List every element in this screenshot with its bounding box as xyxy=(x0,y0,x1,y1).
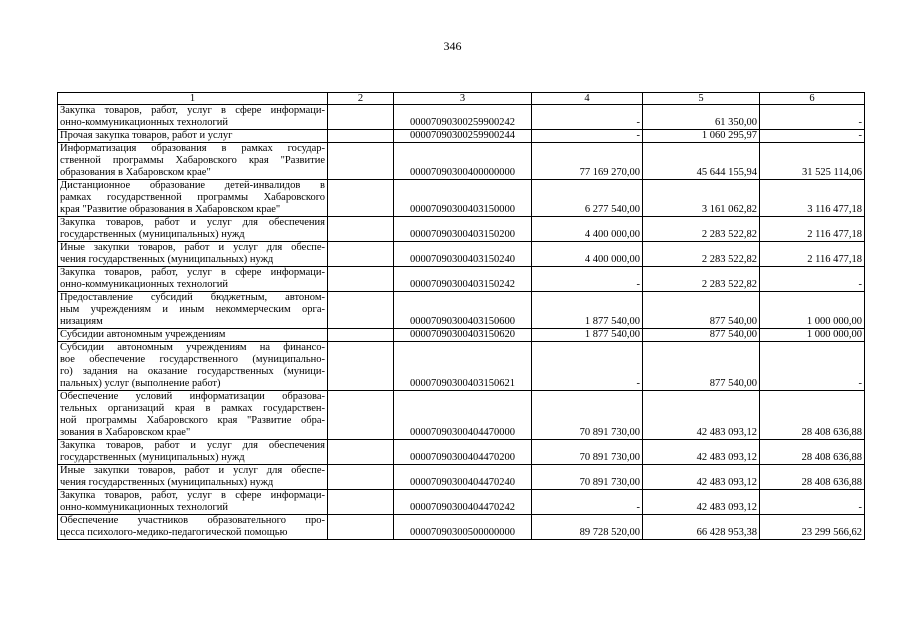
row-budget-code: 00007090300403150620 xyxy=(394,329,532,342)
row-column-2 xyxy=(328,342,394,391)
row-description xyxy=(58,180,328,217)
row-amount-col4: - xyxy=(532,105,643,130)
row-amount-col6: 2 116 477,18 xyxy=(760,242,865,267)
row-amount-col5: 2 283 522,82 xyxy=(643,267,760,292)
row-description xyxy=(58,105,328,130)
row-amount-col4: 4 400 000,00 xyxy=(532,217,643,242)
row-budget-code: 00007090300403150242 xyxy=(394,267,532,292)
row-description xyxy=(58,217,328,242)
description-line: онно-коммуникационных технологий xyxy=(60,502,229,513)
row-column-2 xyxy=(328,267,394,292)
table-row xyxy=(58,242,865,267)
description-line: Иные закупки товаров, работ и услуг для обеспе- xyxy=(60,242,325,253)
row-amount-col5: 2 283 522,82 xyxy=(643,217,760,242)
row-amount-col4: 70 891 730,00 xyxy=(532,440,643,465)
description-line: Закупка товаров, работ, услуг в сфере информаци- xyxy=(60,490,325,501)
row-amount-col5: 66 428 953,38 xyxy=(643,515,760,540)
row-amount-col6: - xyxy=(760,267,865,292)
row-amount-col6: 2 116 477,18 xyxy=(760,217,865,242)
row-amount-col6: 1 000 000,00 xyxy=(760,292,865,329)
row-column-2 xyxy=(328,391,394,440)
row-amount-col6: 1 000 000,00 xyxy=(760,329,865,342)
row-column-2 xyxy=(328,292,394,329)
description-line: Закупка товаров, работ, услуг в сфере информаци- xyxy=(60,105,325,116)
row-amount-col6: - xyxy=(760,342,865,391)
table-row xyxy=(58,130,865,143)
row-description xyxy=(58,242,328,267)
row-amount-col5: 42 483 093,12 xyxy=(643,391,760,440)
row-amount-col6: 31 525 114,06 xyxy=(760,143,865,180)
description-line: онно-коммуникационных технологий xyxy=(60,279,229,290)
description-line: Прочая закупка товаров, работ и услуг xyxy=(60,130,233,141)
row-description xyxy=(58,329,328,342)
description-line: Субсидии автономным учреждениям на финансо- xyxy=(60,342,325,353)
row-amount-col4: 77 169 270,00 xyxy=(532,143,643,180)
row-amount-col5: 45 644 155,94 xyxy=(643,143,760,180)
table-row xyxy=(58,292,865,329)
description-line: ственной программы Хабаровского края "Развитие xyxy=(60,155,325,166)
row-amount-col5: 1 060 295,97 xyxy=(643,130,760,143)
table-row xyxy=(58,342,865,391)
column-header-3: 3 xyxy=(394,93,532,105)
row-column-2 xyxy=(328,105,394,130)
table-body xyxy=(58,93,865,540)
row-amount-col5: 877 540,00 xyxy=(643,292,760,329)
table-row xyxy=(58,267,865,292)
description-line: чения государственных (муниципальных) нужд xyxy=(60,254,274,265)
description-line: го) задания на оказание государственных (муници- xyxy=(60,366,325,377)
column-header-6: 6 xyxy=(760,93,865,105)
row-amount-col4: - xyxy=(532,342,643,391)
row-budget-code: 00007090300403150600 xyxy=(394,292,532,329)
row-amount-col4: - xyxy=(532,267,643,292)
row-budget-code: 00007090300403150000 xyxy=(394,180,532,217)
row-amount-col5: 61 350,00 xyxy=(643,105,760,130)
column-header-4: 4 xyxy=(532,93,643,105)
row-budget-code: 00007090300400000000 xyxy=(394,143,532,180)
row-description xyxy=(58,130,328,143)
description-line: чения государственных (муниципальных) нужд xyxy=(60,477,274,488)
row-description xyxy=(58,391,328,440)
description-line: Обеспечение участников образовательного про- xyxy=(60,515,325,526)
row-amount-col4: 70 891 730,00 xyxy=(532,391,643,440)
table-row xyxy=(58,391,865,440)
row-description xyxy=(58,515,328,540)
page-number: 346 xyxy=(443,39,462,53)
row-amount-col4: 1 877 540,00 xyxy=(532,329,643,342)
row-column-2 xyxy=(328,217,394,242)
row-column-2 xyxy=(328,242,394,267)
row-amount-col4: 6 277 540,00 xyxy=(532,180,643,217)
row-amount-col6: 28 408 636,88 xyxy=(760,391,865,440)
row-budget-code: 00007090300403150240 xyxy=(394,242,532,267)
row-column-2 xyxy=(328,329,394,342)
row-budget-code: 00007090300403150200 xyxy=(394,217,532,242)
description-line: Закупка товаров, работ, услуг в сфере информаци- xyxy=(60,267,325,278)
column-header-1: 1 xyxy=(58,93,328,105)
row-amount-col6: 3 116 477,18 xyxy=(760,180,865,217)
row-description xyxy=(58,143,328,180)
table-row xyxy=(58,105,865,130)
row-description xyxy=(58,267,328,292)
description-line: пальных) услуг (выполнение работ) xyxy=(60,378,221,389)
description-line: Обеспечение условий информатизации образова- xyxy=(60,391,325,402)
description-line: Дистанционное образование детей-инвалидов в xyxy=(60,180,325,191)
row-amount-col4: - xyxy=(532,130,643,143)
row-budget-code: 00007090300404470000 xyxy=(394,391,532,440)
row-amount-col6: - xyxy=(760,130,865,143)
description-line: государственных (муниципальных) нужд xyxy=(60,229,245,240)
row-amount-col5: 877 540,00 xyxy=(643,342,760,391)
row-budget-code: 00007090300404470240 xyxy=(394,465,532,490)
row-budget-code: 00007090300403150621 xyxy=(394,342,532,391)
row-budget-code: 00007090300404470200 xyxy=(394,440,532,465)
row-amount-col4: 4 400 000,00 xyxy=(532,242,643,267)
row-column-2 xyxy=(328,440,394,465)
row-amount-col4: 70 891 730,00 xyxy=(532,465,643,490)
row-budget-code: 00007090300259900242 xyxy=(394,105,532,130)
table-row xyxy=(58,329,865,342)
row-amount-col6: 28 408 636,88 xyxy=(760,465,865,490)
row-amount-col4: 1 877 540,00 xyxy=(532,292,643,329)
row-description xyxy=(58,292,328,329)
row-column-2 xyxy=(328,515,394,540)
description-line: Информатизация образования в рамках государ- xyxy=(60,143,325,154)
row-column-2 xyxy=(328,130,394,143)
column-header-2: 2 xyxy=(328,93,394,105)
description-line: Иные закупки товаров, работ и услуг для обеспе- xyxy=(60,465,325,476)
row-amount-col5: 42 483 093,12 xyxy=(643,465,760,490)
description-line: вое обеспечение государственного (муниципально- xyxy=(60,354,325,365)
row-budget-code: 00007090300500000000 xyxy=(394,515,532,540)
description-line: Закупка товаров, работ и услуг для обеспечения xyxy=(60,440,325,451)
description-line: рамках государственной программы Хабаровского xyxy=(60,192,325,203)
description-line: ным учреждениям и иным некоммерческим орга- xyxy=(60,304,325,315)
row-description xyxy=(58,490,328,515)
table-row xyxy=(58,217,865,242)
column-number-row xyxy=(58,93,865,105)
description-line: ной программы Хабаровского края "Развитие обра- xyxy=(60,415,325,426)
row-budget-code: 00007090300404470242 xyxy=(394,490,532,515)
description-line: края "Развитие образования в Хабаровском крае" xyxy=(60,204,281,215)
row-amount-col5: 2 283 522,82 xyxy=(643,242,760,267)
row-amount-col6: - xyxy=(760,490,865,515)
row-amount-col6: 23 299 566,62 xyxy=(760,515,865,540)
description-line: низациям xyxy=(60,316,103,327)
row-column-2 xyxy=(328,465,394,490)
description-line: образования в Хабаровском крае" xyxy=(60,167,211,178)
description-line: государственных (муниципальных) нужд xyxy=(60,452,245,463)
row-description xyxy=(58,465,328,490)
row-column-2 xyxy=(328,143,394,180)
row-column-2 xyxy=(328,180,394,217)
description-line: онно-коммуникационных технологий xyxy=(60,117,229,128)
row-description xyxy=(58,440,328,465)
row-amount-col5: 42 483 093,12 xyxy=(643,440,760,465)
description-line: тельных организаций края в рамках государствен- xyxy=(60,403,325,414)
row-amount-col4: - xyxy=(532,490,643,515)
table-row xyxy=(58,515,865,540)
table-row xyxy=(58,180,865,217)
description-line: Предоставление субсидий бюджетным, автоном- xyxy=(60,292,325,303)
description-line: Субсидии автономным учреждениям xyxy=(60,329,226,340)
row-amount-col4: 89 728 520,00 xyxy=(532,515,643,540)
description-line: цесса психолого-медико-педагогической помощью xyxy=(60,527,288,538)
row-column-2 xyxy=(328,490,394,515)
table-row xyxy=(58,465,865,490)
row-amount-col5: 877 540,00 xyxy=(643,329,760,342)
description-line: Закупка товаров, работ и услуг для обеспечения xyxy=(60,217,325,228)
row-amount-col5: 42 483 093,12 xyxy=(643,490,760,515)
table-row xyxy=(58,143,865,180)
row-budget-code: 00007090300259900244 xyxy=(394,130,532,143)
budget-table xyxy=(57,92,865,540)
table-row xyxy=(58,490,865,515)
table-row xyxy=(58,440,865,465)
row-amount-col5: 3 161 062,82 xyxy=(643,180,760,217)
row-amount-col6: - xyxy=(760,105,865,130)
column-header-5: 5 xyxy=(643,93,760,105)
row-description xyxy=(58,342,328,391)
description-line: зования в Хабаровском крае" xyxy=(60,427,191,438)
row-amount-col6: 28 408 636,88 xyxy=(760,440,865,465)
